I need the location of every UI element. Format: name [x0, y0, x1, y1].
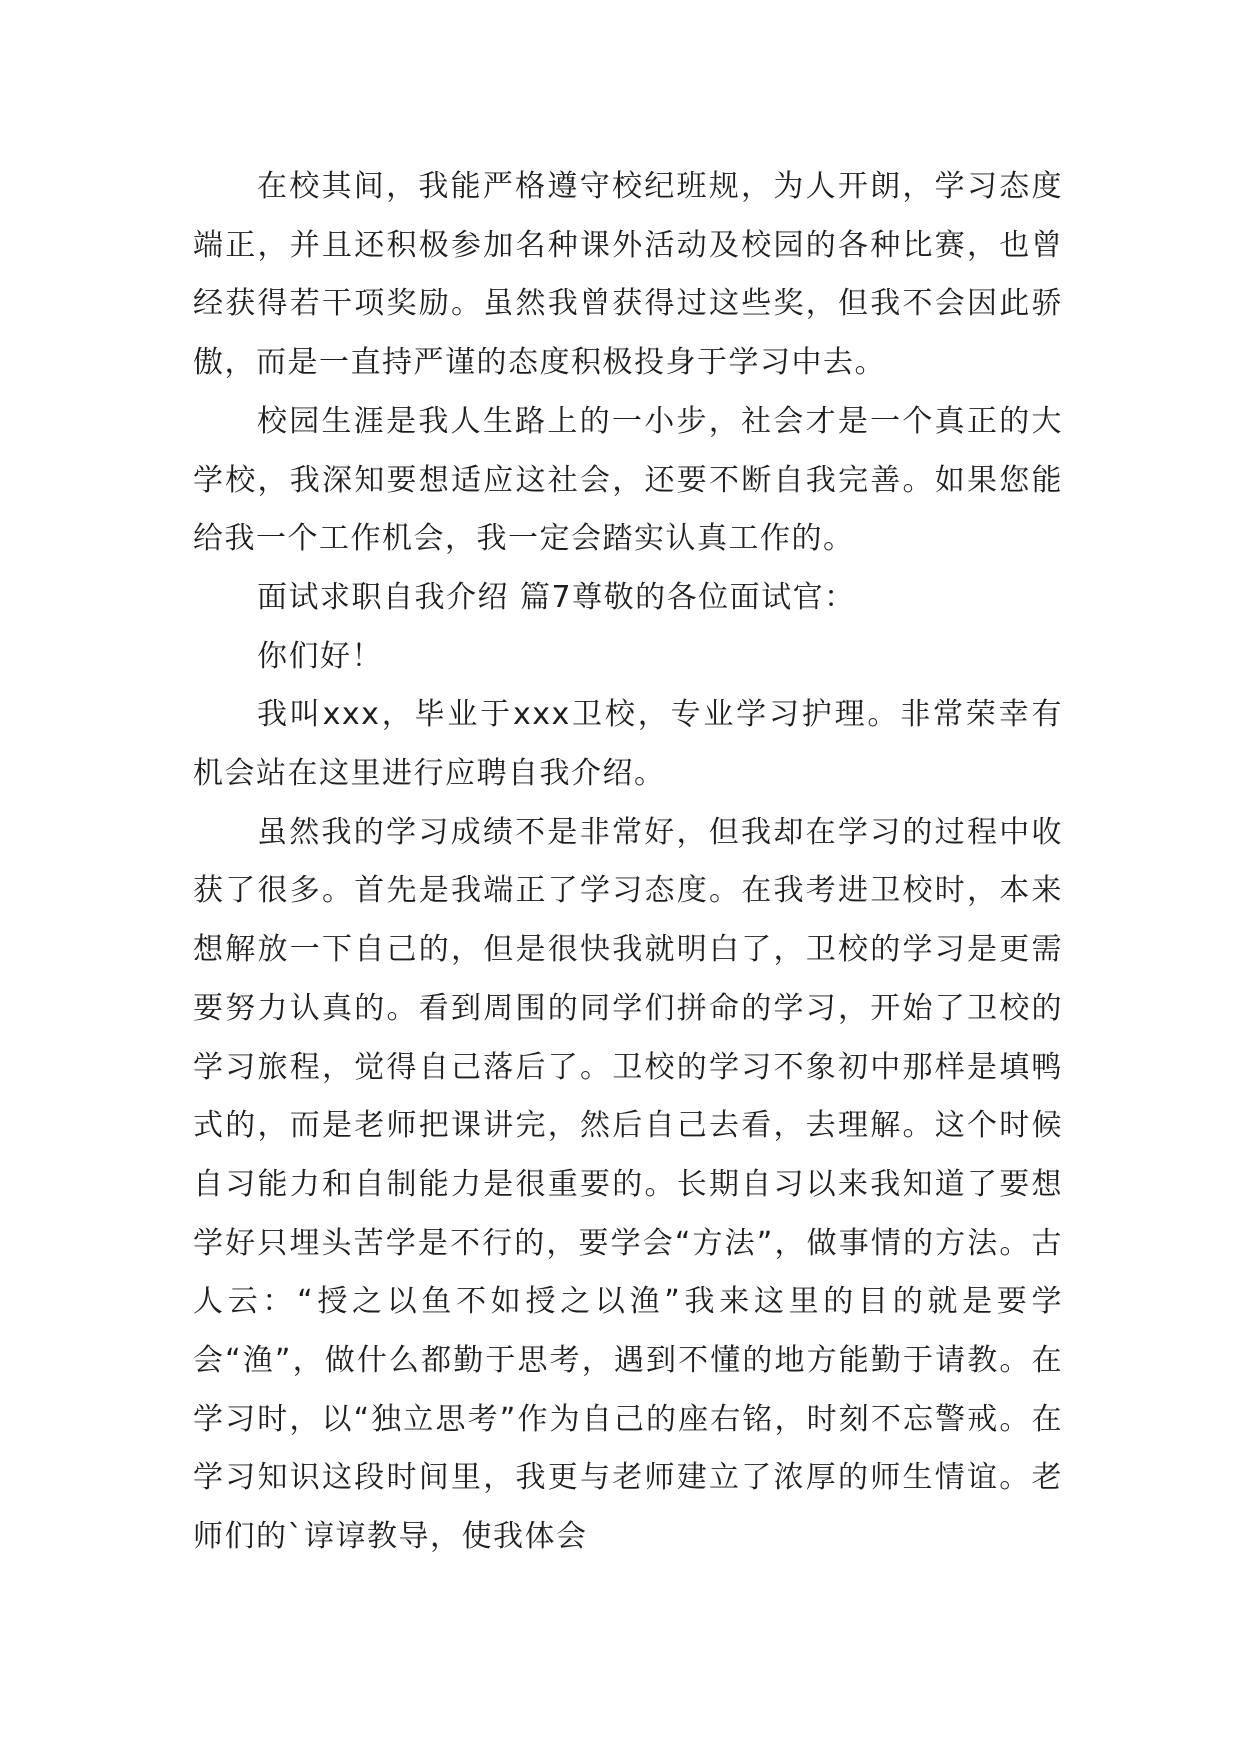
section-heading: 面试求职自我介绍 篇7尊敬的各位面试官： [257, 579, 856, 615]
greeting: 你们好！ [257, 638, 383, 674]
paragraph-campus-life: 校园生涯是我人生路上的一小步，社会才是一个真正的大学校，我深知要想适应这社会，还要不断自我完善。如果您能给我一个工作机会，我一定会踏实认真工作的。 [193, 403, 1063, 557]
paragraph-introduction: 我叫xxx，毕业于xxx卫校，专业学习护理。非常荣幸有机会站在这里进行应聘自我介绍。 [193, 697, 1063, 792]
paragraph-study-experience: 虽然我的学习成绩不是非常好，但我却在学习的过程中收获了很多。首先是我端正了学习态度。在我考进卫校时，本来想解放一下自己的，但是很快我就明白了，卫校的学习是更需要努力认真的。看到周围的同学们拼命的学习，开始了卫校的学习旅程，觉得自己落后了。卫校的学习不象初中那样是填鸭式的，而是老师把课讲完，然后自己去看，去理解。这个时候自习能力和自制能力是很重要的。长期自习以来我知道了要想学好只埋头苦学是不行的，要学会“方法”，做事情的方法。古人云：“授之以鱼不如授之以渔”我来这里的目的就是要学会“渔”，做什么都勤于思考，遇到不懂的地方能勤于请教。在学习时，以“独立思考”作为自己的座右铭，时刻不忘警戒。在学习知识这段时间里，我更与老师建立了浓厚的师生情谊。老师们的`谆谆教导，使我体会 [193, 814, 1063, 1555]
document-body [193, 158, 1063, 1567]
paragraph-campus-conduct: 在校其间，我能严格遵守校纪班规，为人开朗，学习态度端正，并且还积极参加名种课外活动及校园的各种比赛，也曾经获得若干项奖励。虽然我曾获得过这些奖，但我不会因此骄傲，而是一直持严谨的态度积极投身于学习中去。 [193, 169, 1063, 381]
